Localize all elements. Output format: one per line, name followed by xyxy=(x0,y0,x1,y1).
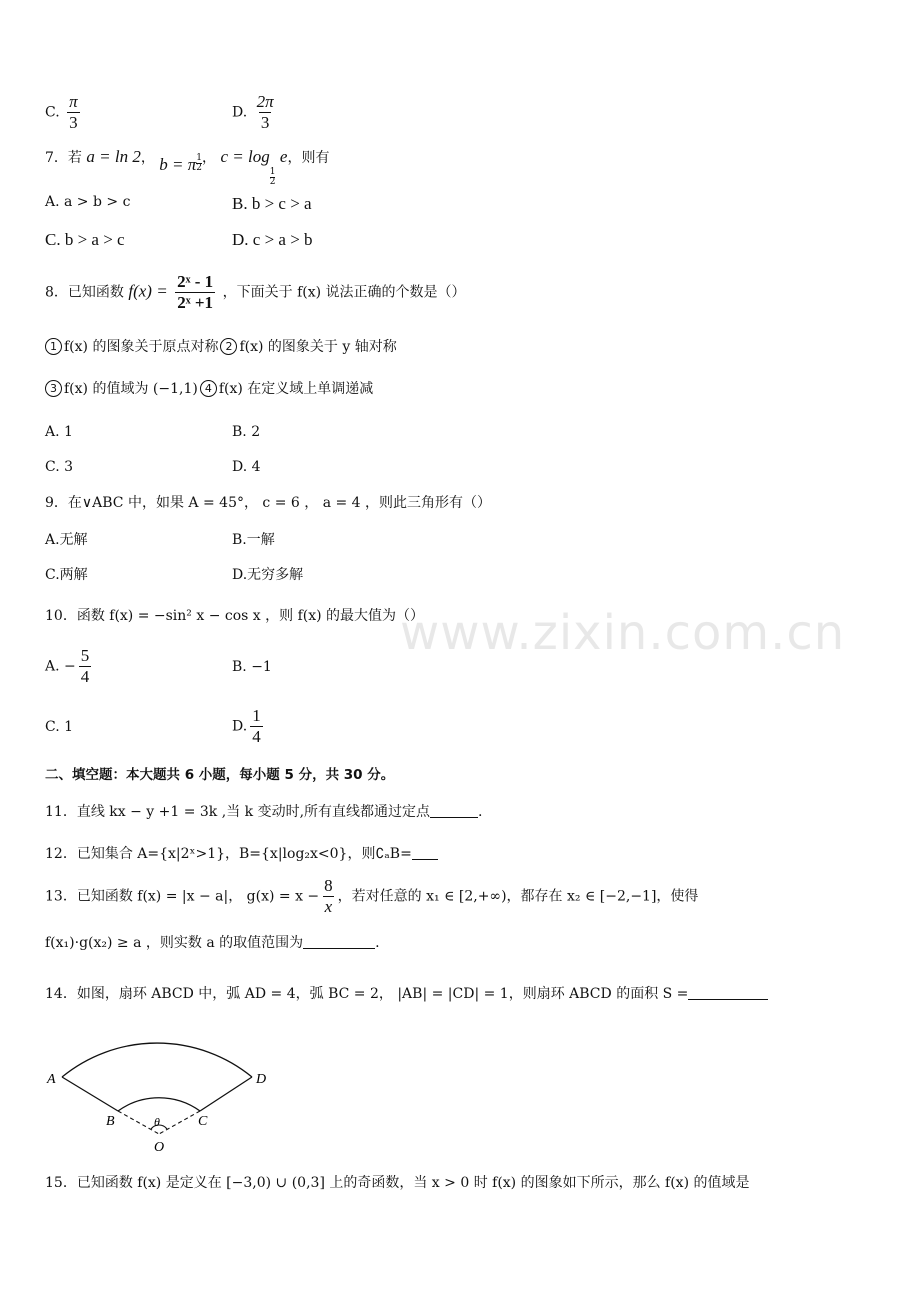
section-2-heading: 二、填空题：本大题共 6 小题，每小题 5 分，共 30 分。 xyxy=(45,767,395,783)
segment-ab xyxy=(62,1077,118,1111)
q10-option-a-fraction: $\frac{5}{4}$ xyxy=(80,646,90,686)
q10-option-c: C. 1 xyxy=(45,719,74,735)
label-theta: θ xyxy=(154,1115,160,1129)
arc-bc xyxy=(118,1098,200,1111)
q8-statements-row2: 3 f(x) 的值域为 (−1,1) 4 f(x) 在定义域上单调递减 xyxy=(45,380,373,398)
q14-stem: 14．如图，扇环 ABCD 中，弧 AD = 4，弧 BC = 2， |AB| = |CD| = 1，则扇环 ABCD 的面积 S = xyxy=(45,985,768,1003)
q13-fraction: $\frac{8}{x}$ xyxy=(324,876,333,916)
dashed-bo xyxy=(118,1111,159,1134)
label-a: A xyxy=(47,1072,56,1087)
arc-ad xyxy=(62,1043,252,1077)
q13-answer-blank[interactable] xyxy=(303,934,375,949)
dashed-co xyxy=(159,1111,200,1134)
q7-c-base: $\frac{1}{2}$ xyxy=(269,167,276,187)
q11-stem: 11．直线 kx − y +1 = 3k ,当 k 变动时,所有直线都通过定点 . xyxy=(45,804,483,820)
q7-option-c: C. b > a > c xyxy=(45,230,125,249)
q8-stem: 8．已知函数 f(x) = $\frac{\text{2ˣ - 1}}{\text{2ˣ +1}}$ ，下面关于 f(x) 说法正确的个数是（） xyxy=(45,272,466,312)
q6-option-c-fraction: $\frac{\pi}{3}$ xyxy=(69,92,78,132)
q9-option-c: C.两解 xyxy=(45,567,88,583)
q10-stem: 10．函数 f(x) = −sin² x − cos x ，则 f(x) 的最大值为（） xyxy=(45,608,425,624)
q15-stem: 15．已知函数 f(x) 是定义在 [−3,0) ∪ (0,3] 上的奇函数，当 x > 0 时 f(x) 的图象如下所示，那么 f(x) 的值域是 xyxy=(45,1175,750,1191)
q7-stem: 7．若 a = ln 2， b = π $\frac{1}{2}$ ， c = log $\frac{1}{2}$ e，则有 xyxy=(45,147,330,187)
q10-option-d: D. $\frac{1}{4}$ xyxy=(232,706,261,746)
q8-option-d: D. 4 xyxy=(232,459,261,475)
label-o: O xyxy=(154,1140,165,1155)
q10-option-b: B. −1 xyxy=(232,659,272,675)
q8-option-b: B. 2 xyxy=(232,424,261,440)
q6-option-d: D. $\frac{2\pi}{3}$ xyxy=(232,92,274,132)
q8-option-a: A. 1 xyxy=(45,424,73,440)
q6-option-d-fraction: $\frac{2\pi}{3}$ xyxy=(256,92,274,132)
q10-option-d-fraction: $\frac{1}{4}$ xyxy=(252,706,261,746)
q12-stem: 12．已知集合 A={x|2ˣ>1}，B={x|log₂x<0}，则∁ₐB= xyxy=(45,845,438,863)
label-c: C xyxy=(198,1114,208,1129)
sector-ring-figure xyxy=(40,1025,280,1160)
q8-fraction: $\frac{\text{2ˣ - 1}}{\text{2ˣ +1}}$ xyxy=(177,272,214,312)
q12-answer-blank[interactable] xyxy=(412,845,438,860)
q8-option-c: C. 3 xyxy=(45,459,74,475)
q14-answer-blank[interactable] xyxy=(688,985,768,1000)
q7-option-a: A. a > b > c xyxy=(45,194,131,210)
q13-line1: 13．已知函数 f(x) = |x − a|， g(x) = x − $\frac{8}{x}$ ，若对任意的 x₁ ∈ [2,+∞)，都存在 x₂ ∈ [−2,−1]，使得 xyxy=(45,876,699,916)
q9-stem: 9．在∨ABC 中，如果 A = 45°， c = 6 ， a = 4 ，则此三角形有（） xyxy=(45,495,492,511)
q8-statements-row1: 1 f(x) 的图象关于原点对称 2 f(x) 的图象关于 y 轴对称 xyxy=(45,338,397,356)
q13-line2: f(x₁)·g(x₂) ≥ a ，则实数 a 的取值范围为 . xyxy=(45,935,380,951)
q7-option-d: D. c > a > b xyxy=(232,230,313,249)
q6-option-c: C. $\frac{\pi}{3}$ xyxy=(45,92,78,132)
segment-cd xyxy=(200,1077,252,1111)
q10-option-a: A. − $\frac{5}{4}$ xyxy=(45,646,90,686)
label-b: B xyxy=(106,1114,115,1129)
watermark: www.zixin.com.cn xyxy=(400,605,846,661)
q9-option-d: D.无穷多解 xyxy=(232,567,304,583)
q7-b-exponent: $\frac{1}{2}$ xyxy=(196,153,203,173)
q9-option-a: A.无解 xyxy=(45,532,88,548)
label-d: D xyxy=(256,1072,267,1087)
q7-option-b: B. b > c > a xyxy=(232,194,312,213)
q9-option-b: B.一解 xyxy=(232,532,275,548)
q11-answer-blank[interactable] xyxy=(430,803,478,818)
